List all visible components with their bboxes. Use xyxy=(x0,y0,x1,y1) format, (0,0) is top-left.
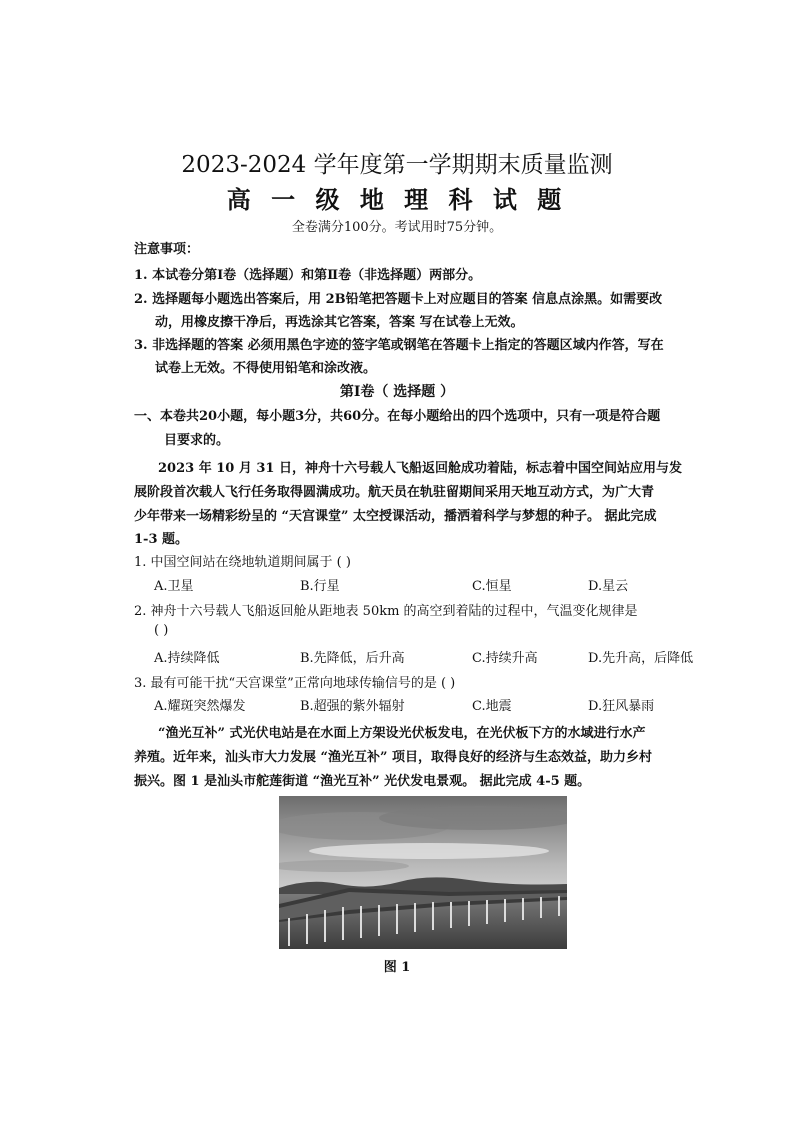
passage2-line-1: “渔光互补” 式光伏电站是在水面上方架设光伏板发电，在光伏板下方的水域进行水产 xyxy=(158,726,646,741)
question-3-option-b: B.超强的紫外辐射 xyxy=(300,699,405,714)
question-2-stem-cont: ( ) xyxy=(154,623,169,638)
question-1-stem: 1. 中国空间站在绕地轨道期间属于 ( ) xyxy=(134,555,351,570)
passage1-line-1: 2023 年 10 月 31 日，神舟十六号载人飞船返回舱成功着陆，标志着中国空间站应用与发 xyxy=(158,461,682,476)
question-3-option-c: C.地震 xyxy=(472,699,512,714)
question-1-option-b: B.行星 xyxy=(300,579,340,594)
notice-heading: 注意事项： xyxy=(134,242,200,257)
question-1-option-d: D.星云 xyxy=(588,579,629,594)
notice-item-2: 2. 选择题每小题选出答案后，用 2B铅笔把答题卡上对应题目的答案 信息点涂黑。如需要改 xyxy=(134,292,663,307)
passage1-line-4: 1-3 题。 xyxy=(134,532,189,547)
question-2-stem: 2. 神舟十六号载人飞船返回舱从距地表 50km 的高空到着陆的过程中，气温变化规律是 xyxy=(134,604,638,619)
question-3-option-d: D.狂风暴雨 xyxy=(588,699,655,714)
question-2-option-d: D.先升高，后降低 xyxy=(588,651,694,666)
solar-fishery-photo xyxy=(279,796,567,949)
section-instruction-cont: 目要求的。 xyxy=(164,433,230,448)
section-instruction: 一、本卷共20小题，每小题3分，共60分。在每小题给出的四个选项中，只有一项是符合题 xyxy=(134,409,661,424)
exam-subject-title: 高 一 级 地 理 科 试 题 xyxy=(226,185,568,214)
notice-item-2-cont: 动，用橡皮擦干净后，再选涂其它答案，答案 写在试卷上无效。 xyxy=(155,315,524,330)
notice-item-3: 3. 非选择题的答案 必须用黑色字迹的签字笔或钢笔在答题卡上指定的答题区域内作答，写在 xyxy=(134,338,664,353)
passage1-line-2: 展阶段首次载人飞行任务取得圆满成功。航天员在轨驻留期间采用天地互动方式，为广大青 xyxy=(134,485,655,500)
section-title: 第Ⅰ卷（ 选择题 ） xyxy=(339,384,455,400)
question-2-option-a: A.持续降低 xyxy=(154,651,220,666)
question-3-option-a: A.耀斑突然爆发 xyxy=(154,699,246,714)
figure-caption: 图 1 xyxy=(383,960,411,975)
question-1-option-a: A.卫星 xyxy=(154,579,194,594)
exam-time-note: 全卷满分100分。考试用时75分钟。 xyxy=(291,220,503,235)
question-2-option-b: B.先降低，后升高 xyxy=(300,651,405,666)
passage2-line-2: 养殖。近年来，汕头市大力发展 “渔光互补” 项目，取得良好的经济与生态效益，助力乡村 xyxy=(134,750,653,765)
notice-item-1: 1. 本试卷分第Ⅰ卷（选择题）和第Ⅱ卷（非选择题）两部分。 xyxy=(134,268,482,283)
question-3-stem: 3. 最有可能干扰“天宫课堂”正常向地球传输信号的是 ( ) xyxy=(134,676,456,691)
passage2-line-3: 振兴。图 1 是汕头市舵莲街道 “渔光互补” 光伏发电景观。 据此完成 4-5 题。 xyxy=(134,774,591,789)
passage1-line-3: 少年带来一场精彩纷呈的 “天宫课堂” 太空授课活动，播洒着科学与梦想的种子。 据此完成 xyxy=(134,509,657,524)
question-1-option-c: C.恒星 xyxy=(472,579,512,594)
question-2-option-c: C.持续升高 xyxy=(472,651,538,666)
notice-item-3-cont: 试卷上无效。不得使用铅笔和涂改液。 xyxy=(155,361,377,376)
exam-title: 2023-2024 学年度第一学期期末质量监测 xyxy=(181,152,613,178)
